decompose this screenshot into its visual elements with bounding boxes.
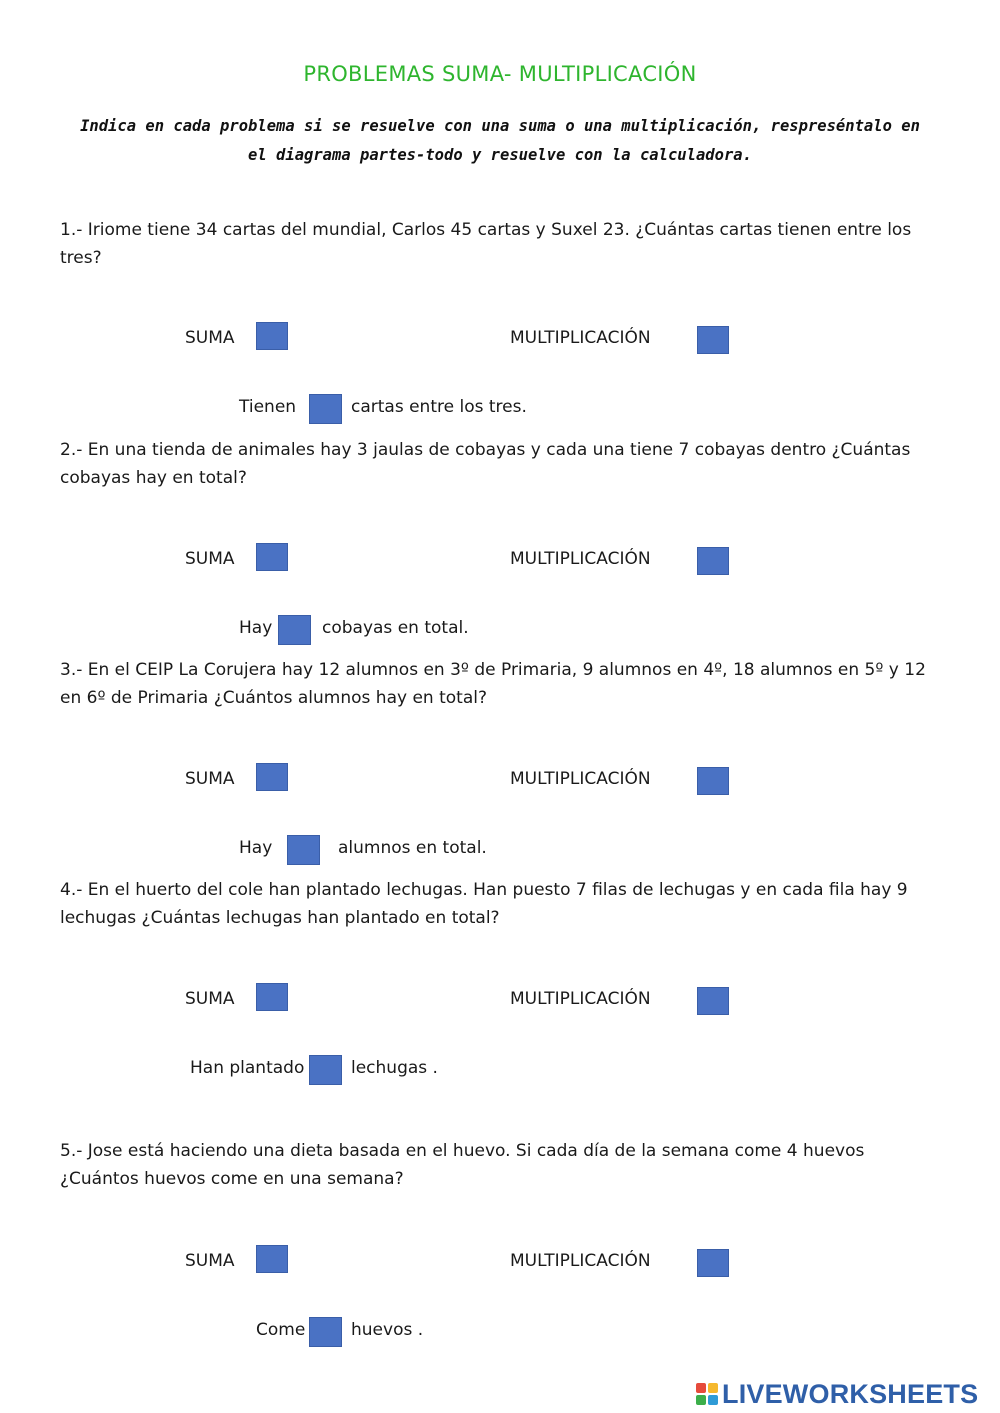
- question-2: 2.- En una tienda de animales hay 3 jaulas de cobayas y cada una tiene 7 cobayas dentro ¿Cuántas cobayas hay en total?: [60, 440, 911, 488]
- answer-input-5[interactable]: [309, 1317, 342, 1347]
- sum-checkbox-2[interactable]: [256, 543, 288, 571]
- answer-suffix-4: lechugas .: [351, 1058, 438, 1078]
- option-mult-label: MULTIPLICACIÓN: [510, 989, 651, 1009]
- answer-input-1[interactable]: [309, 394, 342, 424]
- option-sum-label: SUMA: [185, 989, 235, 1009]
- sum-checkbox-5[interactable]: [256, 1245, 288, 1273]
- answer-input-4[interactable]: [309, 1055, 342, 1085]
- answer-suffix-5: huevos .: [351, 1320, 424, 1340]
- logo-text: LIVEWORKSHEETS: [722, 1378, 979, 1409]
- answer-prefix-1: Tienen: [239, 397, 297, 417]
- option-mult-label: MULTIPLICACIÓN: [510, 1251, 651, 1271]
- mult-checkbox-4[interactable]: [697, 987, 729, 1015]
- option-mult-label: MULTIPLICACIÓN: [510, 769, 651, 789]
- answer-prefix-4: Han plantado: [190, 1058, 305, 1078]
- question-1: 1.- Iriome tiene 34 cartas del mundial, Carlos 45 cartas y Suxel 23. ¿Cuántas cartas tienen entre los tres?: [60, 220, 912, 268]
- sum-checkbox-3[interactable]: [256, 763, 288, 791]
- option-sum-label: SUMA: [185, 769, 235, 789]
- answer-prefix-3: Hay: [239, 838, 273, 858]
- question-4: 4.- En el huerto del cole han plantado lechugas. Han puesto 7 filas de lechugas y en cada fila hay 9 lechugas ¿Cuántas lechugas han plantado en total?: [60, 880, 908, 928]
- liveworksheets-logo: [696, 1378, 978, 1410]
- option-mult-label: MULTIPLICACIÓN: [510, 549, 651, 569]
- answer-input-2[interactable]: [278, 615, 311, 645]
- answer-suffix-1: cartas entre los tres.: [351, 397, 527, 417]
- liveworksheets-logo-icon: [696, 1383, 718, 1405]
- option-sum-label: SUMA: [185, 328, 235, 348]
- mult-checkbox-1[interactable]: [697, 326, 729, 354]
- answer-suffix-2: cobayas en total.: [322, 618, 469, 638]
- sum-checkbox-4[interactable]: [256, 983, 288, 1011]
- option-sum-label: SUMA: [185, 549, 235, 569]
- mult-checkbox-2[interactable]: [697, 547, 729, 575]
- answer-suffix-3: alumnos en total.: [338, 838, 487, 858]
- question-5: 5.- Jose está haciendo una dieta basada en el huevo. Si cada día de la semana come 4 huevos ¿Cuántos huevos come en una semana?: [60, 1141, 865, 1189]
- mult-checkbox-5[interactable]: [697, 1249, 729, 1277]
- sum-checkbox-1[interactable]: [256, 322, 288, 350]
- answer-prefix-5: Come: [256, 1320, 306, 1340]
- answer-prefix-2: Hay: [239, 618, 273, 638]
- mult-checkbox-3[interactable]: [697, 767, 729, 795]
- worksheet-title: PROBLEMAS SUMA- MULTIPLICACIÓN: [303, 62, 697, 86]
- option-sum-label: SUMA: [185, 1251, 235, 1271]
- option-mult-label: MULTIPLICACIÓN: [510, 328, 651, 348]
- instructions: Indica en cada problema si se resuelve con una suma o una multiplicación, respreséntalo en el diagrama partes-todo y resuelve con la calculadora.: [80, 117, 920, 164]
- answer-input-3[interactable]: [287, 835, 320, 865]
- question-3: 3.- En el CEIP La Corujera hay 12 alumnos en 3º de Primaria, 9 alumnos en 4º, 18 alumnos en 5º y 12 en 6º de Primaria ¿Cuántos alumnos hay en total?: [60, 660, 926, 708]
